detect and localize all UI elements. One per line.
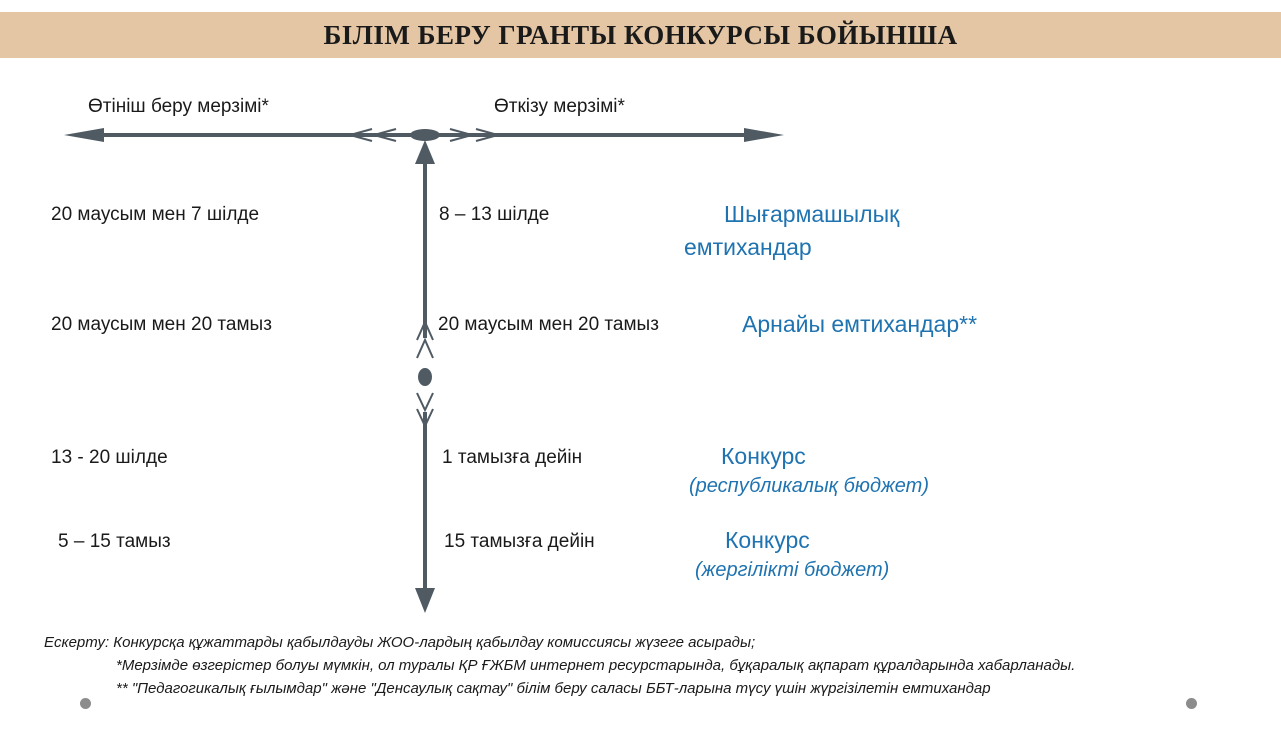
right-arrowhead — [744, 128, 784, 142]
row1-event-subtitle: емтихандар — [684, 234, 812, 260]
row4-application-date: 5 – 15 тамыз — [58, 531, 171, 552]
decor-dot-left — [80, 698, 91, 709]
row4-holding-date: 15 тамызға дейін — [444, 531, 595, 552]
row4-event-title: Конкурс — [725, 527, 810, 553]
row3-holding-date: 1 тамызға дейін — [442, 447, 583, 468]
decor-dot-right — [1186, 698, 1197, 709]
note-main: Ескерту: Конкурсқа құжаттарды қабылдауды ЖОО-лардың қабылдау комиссиясы жүзеге асырады; — [44, 634, 756, 651]
row3-application-date: 13 - 20 шілде — [51, 447, 168, 468]
down-arrowhead — [415, 588, 435, 613]
row2-event-title: Арнайы емтихандар** — [742, 311, 978, 337]
row3-event-subtitle: (республикалық бюджет) — [689, 475, 929, 497]
middle-dot — [418, 368, 432, 386]
row1-holding-date: 8 – 13 шілде — [439, 204, 550, 225]
holding-period-header: Өткізу мерзімі* — [494, 96, 625, 117]
note-asterisk: *Мерзімде өзгерістер болуы мүмкін, ол туралы ҚР ҒЖБМ интернет ресурстарында, бұқаралық ақпарат құралдарында хабарланады. — [116, 657, 1076, 674]
row4-event-subtitle: (жергілікті бюджет) — [695, 559, 890, 581]
note-double-asterisk: ** "Педагогикалық ғылымдар" және "Денсаулық сақтау" білім беру саласы ББТ-ларына түсу үшін жүргізілетін емтихандар — [116, 680, 991, 697]
row1-event-title: Шығармашылық — [724, 201, 900, 227]
left-arrowhead — [64, 128, 104, 142]
center-dot — [410, 129, 440, 141]
row3-event-title: Конкурс — [721, 443, 806, 469]
application-period-header: Өтініш беру мерзімі* — [88, 96, 269, 117]
up-arrowhead — [415, 140, 435, 164]
row2-application-date: 20 маусым мен 20 тамыз — [51, 314, 272, 335]
row1-application-date: 20 маусым мен 7 шілде — [51, 204, 260, 225]
page-title: БІЛІМ БЕРУ ГРАНТЫ КОНКУРСЫ БОЙЫНША — [323, 19, 958, 50]
row2-holding-date: 20 маусым мен 20 тамыз — [438, 314, 659, 335]
